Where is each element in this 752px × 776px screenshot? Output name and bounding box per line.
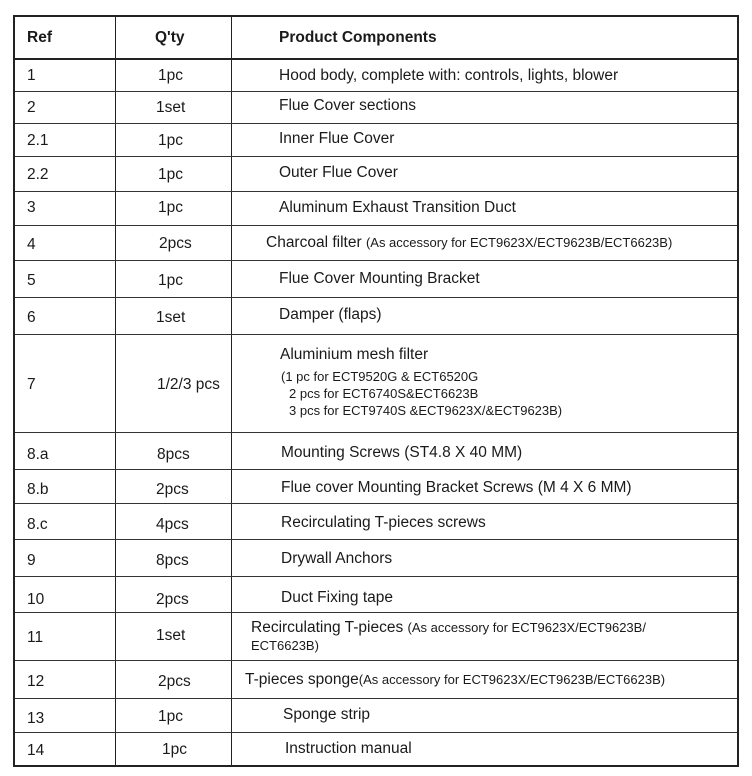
row-ref: 1: [27, 67, 36, 84]
row-ref: 6: [27, 309, 36, 326]
table-row: [15, 699, 737, 733]
row-ref: 3: [27, 199, 36, 216]
row-qty: 2pcs: [158, 673, 191, 690]
row-qty: 1set: [156, 309, 186, 326]
row-component: Recirculating T-pieces (As accessory for ECT9623X/ECT9623B/: [251, 619, 646, 636]
row-ref: 2.1: [27, 132, 49, 149]
row-component: Sponge strip: [283, 706, 371, 723]
row-qty: 1pc: [158, 67, 183, 84]
row-qty: 2pcs: [159, 235, 192, 252]
row-qty: 1set: [156, 99, 186, 116]
table-row: [15, 261, 737, 298]
row-component: Recirculating T-pieces screws: [281, 514, 486, 531]
row-qty: 1/2/3 pcs: [157, 376, 220, 393]
row-detail: 3 pcs for ECT9740S &ECT9623X/&ECT9623B): [289, 403, 563, 418]
row-qty: 1pc: [158, 272, 183, 289]
row-ref: 14: [27, 742, 45, 759]
header-components: Product Components: [279, 29, 437, 46]
table-row: [15, 433, 737, 470]
row-component: Mounting Screws (ST4.8 X 40 MM): [281, 444, 523, 461]
table-header: [15, 17, 737, 60]
row-ref: 11: [27, 629, 44, 646]
row-qty: 1pc: [158, 132, 183, 149]
table-row: [15, 733, 737, 765]
row-ref: 8.c: [27, 516, 48, 533]
table-row: [15, 124, 737, 157]
row-qty: 1pc: [158, 199, 183, 216]
table-row: [15, 192, 737, 226]
table-row: [15, 613, 737, 661]
table-row: [15, 540, 737, 577]
row-note: ECT6623B): [251, 638, 319, 653]
row-ref: 2: [27, 99, 36, 116]
row-note: (As accessory for ECT9623X/ECT9623B/ECT6623B): [358, 672, 666, 687]
table-row: [15, 226, 737, 261]
row-ref: 8.b: [27, 481, 49, 498]
table-row: [15, 577, 737, 613]
row-component: Duct Fixing tape: [281, 589, 393, 606]
row-component: Charcoal filter (As accessory for ECT9623X/ECT9623B/ECT6623B): [266, 234, 673, 251]
row-ref: 7: [27, 376, 36, 393]
row-component: Damper (flaps): [279, 306, 382, 323]
table-row: [15, 298, 737, 335]
row-component: Flue Cover Mounting Bracket: [279, 270, 480, 287]
row-detail: 2 pcs for ECT6740S&ECT6623B: [289, 386, 479, 401]
table-row: [15, 92, 737, 124]
table-row: [15, 661, 737, 699]
row-note: (As accessory for ECT9623X/ECT9623B/ECT6623B): [365, 235, 673, 250]
row-component: Aluminum Exhaust Transition Duct: [279, 199, 516, 216]
row-component: Outer Flue Cover: [279, 164, 398, 181]
row-component: Instruction manual: [285, 740, 412, 757]
row-ref: 8.a: [27, 446, 49, 463]
row-qty: 1set: [156, 627, 186, 644]
row-qty: 1pc: [158, 708, 183, 725]
row-qty: 2pcs: [156, 481, 189, 498]
row-ref: 4: [27, 236, 36, 253]
row-component: Aluminium mesh filter: [280, 346, 429, 363]
table-row: [15, 504, 737, 540]
table-row: [15, 470, 737, 504]
row-ref: 12: [27, 673, 45, 690]
row-qty: 1pc: [158, 166, 183, 183]
row-component: Flue Cover sections: [279, 97, 416, 114]
row-ref: 9: [27, 552, 36, 569]
row-ref: 5: [27, 272, 36, 289]
row-component: Hood body, complete with: controls, lights, blower: [279, 67, 619, 84]
header-ref: Ref: [27, 29, 52, 46]
header-qty: Q'ty: [155, 29, 185, 46]
row-component: Drywall Anchors: [281, 550, 393, 567]
row-qty: 2pcs: [156, 591, 189, 608]
table-row: [15, 157, 737, 192]
row-note: (As accessory for ECT9623X/ECT9623B/: [407, 620, 646, 635]
table-row: [15, 335, 737, 433]
components-table: [13, 15, 739, 767]
row-component: Flue cover Mounting Bracket Screws (M 4 X 6 MM): [281, 479, 632, 496]
row-component: Inner Flue Cover: [279, 130, 395, 147]
row-detail: (1 pc for ECT9520G & ECT6520G: [281, 369, 479, 384]
row-ref: 10: [27, 591, 45, 608]
row-ref: 2.2: [27, 166, 49, 183]
row-qty: 8pcs: [157, 446, 190, 463]
row-qty: 1pc: [162, 741, 187, 758]
row-ref: 13: [27, 710, 45, 727]
row-qty: 8pcs: [156, 552, 189, 569]
row-qty: 4pcs: [156, 516, 189, 533]
table-row: [15, 60, 737, 92]
row-component: T-pieces sponge(As accessory for ECT9623X/ECT9623B/ECT6623B): [245, 671, 666, 688]
